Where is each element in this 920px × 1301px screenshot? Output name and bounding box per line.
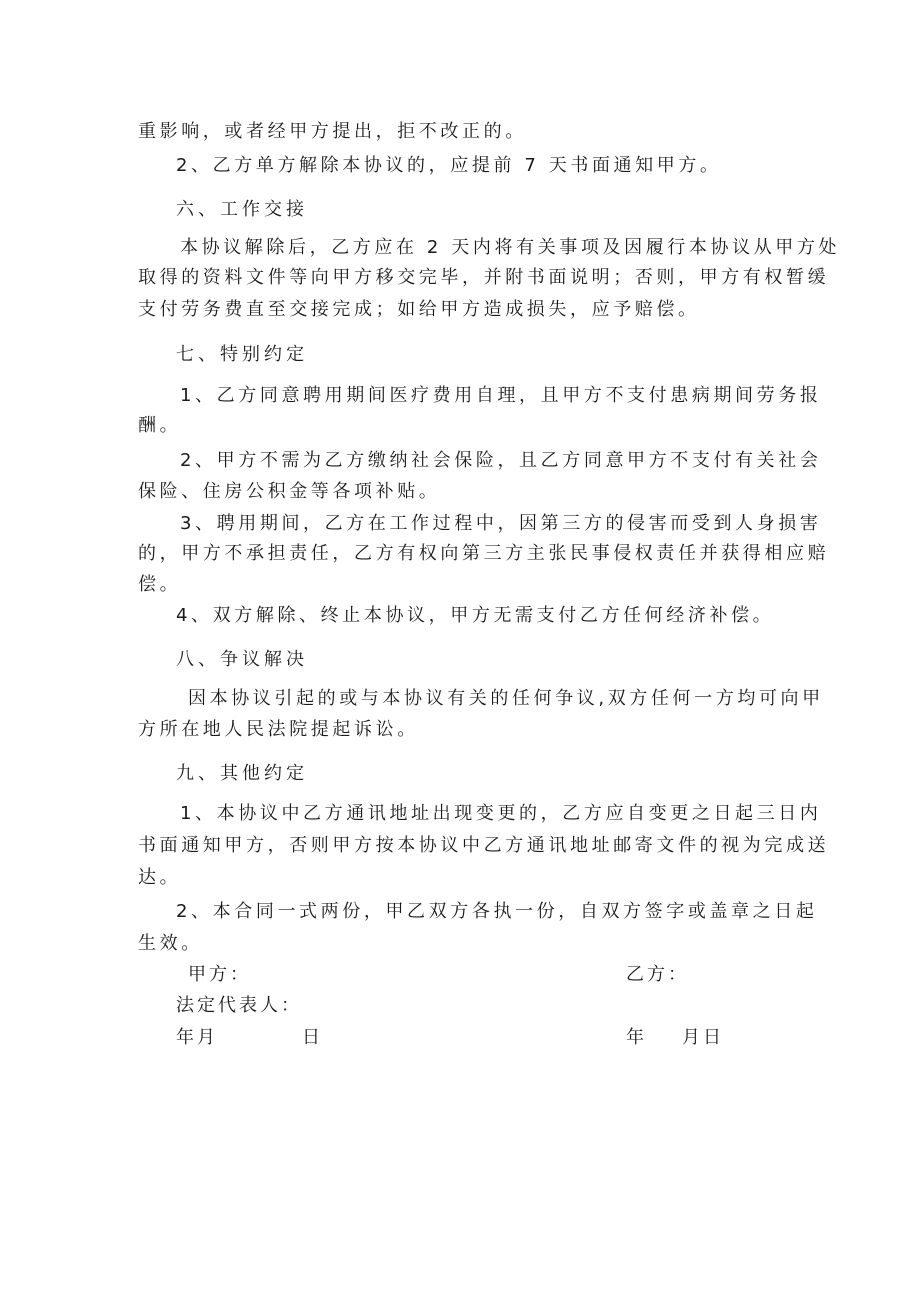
text-line: 1、本协议中乙方通讯地址出现变更的，乙方应自变更之日起三日内 xyxy=(180,803,822,824)
text-line: 4、双方解除、终止本协议，甲方无需支付乙方任何经济补偿。 xyxy=(176,605,775,626)
party-b-label: 乙方： xyxy=(626,964,689,985)
text-line: 达。 xyxy=(138,867,182,888)
section-heading-7: 七、特别约定 xyxy=(176,344,308,365)
text-line: 酬。 xyxy=(138,415,182,436)
text-line: 本协议解除后，乙方应在 2 天内将有关事项及因履行本协议从甲方处 xyxy=(180,237,841,258)
party-a-label: 甲方： xyxy=(188,964,251,985)
text-line: 2、甲方不需为乙方缴纳社会保险，且乙方同意甲方不支付有关社会 xyxy=(180,450,822,471)
party-a-date-year-month: 年月 xyxy=(176,1027,218,1048)
text-line: 2、本合同一式两份，甲乙双方各执一份，自双方签字或盖章之日起 xyxy=(176,901,818,922)
text-line: 保险、住房公积金等各项补贴。 xyxy=(138,481,441,502)
text-line: 生效。 xyxy=(138,933,203,954)
text-line: 2、乙方单方解除本协议的，应提前 7 天书面通知甲方。 xyxy=(176,155,722,176)
text-line: 取得的资料文件等向甲方移交完毕，并附书面说明；否则，甲方有权暂缓 xyxy=(138,267,830,288)
text-line: 方所在地人民法院提起诉讼。 xyxy=(138,719,419,740)
text-line: 3、聘用期间，乙方在工作过程中，因第三方的侵害而受到人身损害 xyxy=(180,513,822,534)
legal-representative-label: 法定代表人： xyxy=(176,995,302,1016)
text-line: 的，甲方不承担责任，乙方有权向第三方主张民事侵权责任并获得相应赔 xyxy=(138,543,830,564)
section-heading-8: 八、争议解决 xyxy=(176,649,308,670)
text-line: 1、乙方同意聘用期间医疗费用自理，且甲方不支付患病期间劳务报 xyxy=(180,385,822,406)
party-b-date-month-day: 月日 xyxy=(682,1027,724,1048)
party-b-date-year: 年 xyxy=(626,1027,647,1048)
party-a-date-day: 日 xyxy=(302,1027,323,1048)
section-heading-6: 六、工作交接 xyxy=(176,199,308,220)
text-line: 因本协议引起的或与本协议有关的任何争议,双方任何一方均可向甲 xyxy=(188,688,824,709)
text-line: 偿。 xyxy=(138,574,182,595)
text-line: 重影响，或者经甲方提出，拒不改正的。 xyxy=(138,121,527,142)
section-heading-9: 九、其他约定 xyxy=(176,763,308,784)
text-line: 支付劳务费直至交接完成；如给甲方造成损失，应予赔偿。 xyxy=(138,299,700,320)
text-line: 书面通知甲方，否则甲方按本协议中乙方通讯地址邮寄文件的视为完成送 xyxy=(138,835,830,856)
